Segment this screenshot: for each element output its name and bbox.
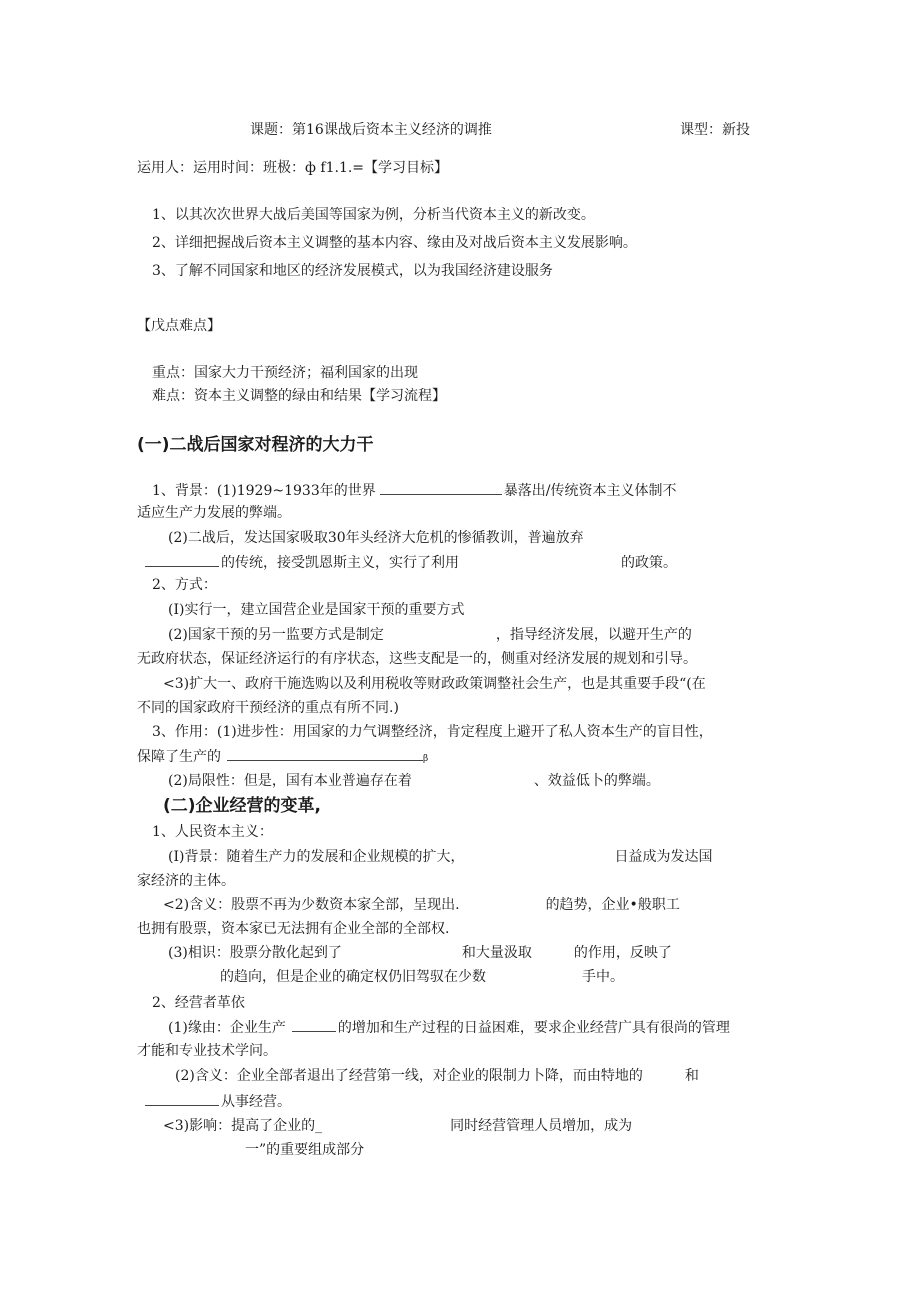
s2-item2-heading: 2、经营者革依 [152,995,245,1011]
s2-item1-meaning: <2)含义：股票不再为少数资本家全部，呈现出. 的趋势，企业•般职工 [163,897,680,913]
goal-3: 3、了解不同国家和地区的经济发展模式，以为我国经济建设服务 [152,263,553,279]
fill-blank [145,1091,219,1106]
s1-method-3: <3)扩大一、政府干施选购以及利用税收等财政政策调整社会生产，也是其重要手段“(在 [163,676,706,692]
section1-heading: (一)二战后国家对程济的大力干 [137,435,374,455]
s2-item1-background-cont: 家经济的主体。 [137,873,235,889]
s2-item1-heading: 1、人民资本主义： [152,824,273,840]
section2-heading: (二)企业经营的变革, [163,796,321,816]
s2-item2-reason: (1)缘由：企业生产 的增加和生产过程的日益困难，要求企业经营广具有很尚的管理 [168,1017,730,1038]
s2-item2-impact: <3)影响：提高了企业的_ 同时经营管理人员增加，成为 [163,1118,633,1134]
goal-1: 1、以其次次世界大战后美国等国家为例，分析当代资本主义的新改变。 [152,207,595,223]
s1-background-cont: 适应生产力发展的弊端。 [137,505,291,521]
lesson-title: 课题：第16课战后资本主义经济的调推 [250,122,492,138]
s2-item2-reason-cont: 才能和专业技术学问。 [137,1043,277,1059]
s1-method-heading: 2、方式： [152,577,217,593]
s2-item1-meaning-cont: 也拥有股票，资本家已无法拥有企业全部的全部权. [137,921,450,937]
s1-background2: (2)二战后，发达国家吸取30年头经济大危机的惨循教训，普遍放弃 [168,530,584,546]
s2-item1-understanding-cont: 的趋向，但是企业的确定权仍旧驾驭在少数 手中。 [220,969,624,985]
fill-blank [380,480,502,495]
s2-item1-understanding: (3)相识：股票分散化起到了 和大量汲取 的作用，反映了 [168,945,672,961]
s2-item2-meaning-cont: 从事经营。 [145,1091,291,1112]
lesson-type: 课型：新投 [680,122,750,138]
s1-method-2-cont: 无政府状态，保证经济运行的有序状态，这些支配是一的，侧重对经济发展的规划和引导。 [137,651,697,667]
fill-blank [292,1017,336,1032]
hard-point: 难点：资本主义调整的绿由和结果【学习流程】 [152,388,446,404]
s1-method-2: (2)国家干预的另一监要方式是制定 ，指导经济发展，以避开生产的 [168,627,692,643]
s2-item1-background: (I)背景：随着生产力的发展和企业规模的扩大， 日益成为发达国 [168,849,713,865]
s1-background2-cont: 的传统，接受凯恩斯主义，实行了利用 的政策。 [145,552,677,573]
s1-method-3-cont: 不同的国家政府干预经济的重点有所不同.) [137,700,399,716]
key-point: 重点：国家大力干预经济；福利国家的出现 [152,365,418,381]
s1-method-1: (I)实行一，建立国营企业是国家干预的重要方式 [168,602,465,618]
s1-effect-1: 3、作用：(1)进步性：用国家的力气调整经济，肯定程度上避开了私人资本生产的盲目性， [152,724,713,740]
s2-item2-impact-cont: 一”的重要组成部分 [245,1142,365,1158]
fill-blank [145,552,219,567]
s1-effect-1-cont: 保障了生产的 β [137,746,428,769]
lesson-meta: 运用人：运用时间：班极：ф f1.1.=【学习目标】 [137,160,449,176]
s1-effect-2: (2)局限性：但是，国有本业普遍存在着 、效益低卜的弊端。 [168,773,660,789]
goal-2: 2、详细把握战后资本主义调整的基本内容、缘由及对战后资本主义发展影响。 [152,235,637,251]
s1-background-line: 1、背景：(1)1929~1933年的世界 暴落出/传统资本主义体制不 [152,480,676,501]
fill-blank [227,746,423,761]
s2-item2-meaning: (2)含义：企业全部者退出了经营第一线，对企业的限制力卜降，而由特地的 和 [175,1068,699,1084]
difficulty-heading: 【戊点难点】 [137,318,221,334]
